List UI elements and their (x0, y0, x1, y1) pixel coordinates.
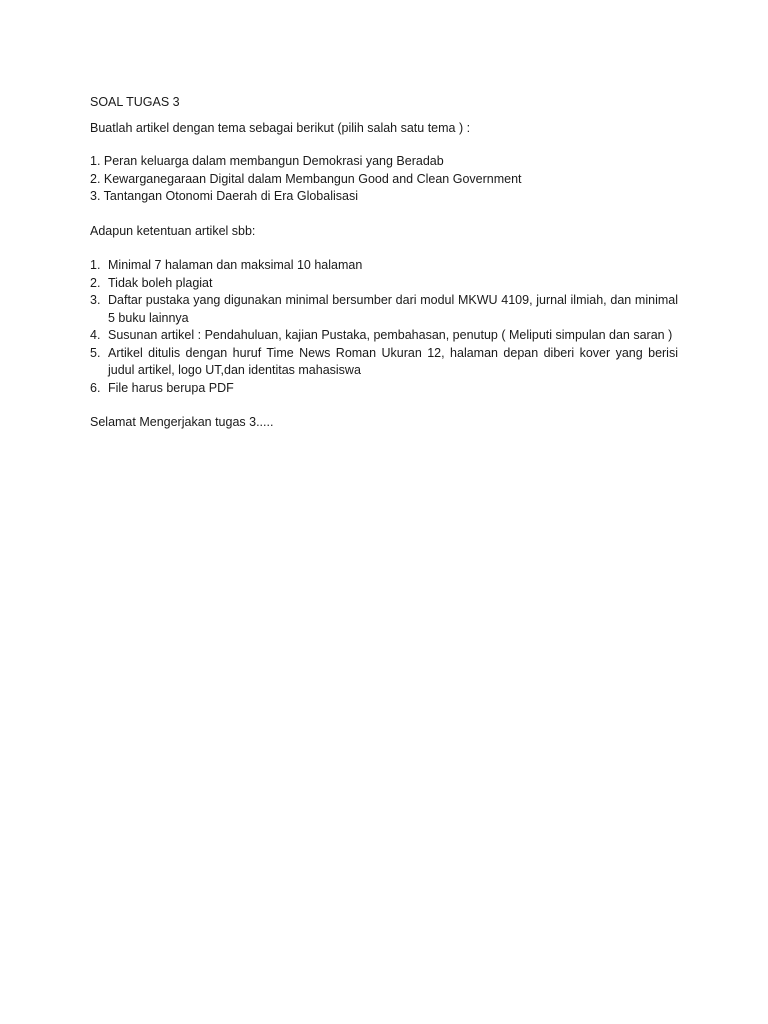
requirement-number: 2. (90, 275, 101, 290)
document-title: SOAL TUGAS 3 (90, 95, 180, 109)
theme-item: 1. Peran keluarga dalam membangun Demokrasi yang Beradab (90, 154, 444, 168)
requirement-number: 4. (90, 328, 101, 342)
requirement-number: 1. (90, 258, 101, 272)
requirement-number: 3. (90, 293, 101, 307)
theme-item: 2. Kewarganegaraan Digital dalam Membangun Good and Clean Government (90, 171, 522, 186)
requirement-text: File harus berupa PDF (108, 380, 234, 395)
requirements-list (90, 257, 678, 397)
document-page (90, 94, 678, 432)
requirement-item (90, 275, 678, 293)
closing-text: Selamat Mengerjakan tugas 3..... (90, 415, 274, 429)
theme-item: 3. Tantangan Otonomi Daerah di Era Globalisasi (90, 189, 358, 203)
requirement-text: Susunan artikel : Pendahuluan, kajian Pustaka, pembahasan, penutup ( Meliputi simpulan dan saran ) (108, 328, 673, 342)
requirement-item (90, 345, 678, 380)
requirement-item (90, 257, 678, 275)
requirement-item (90, 327, 678, 345)
requirement-item (90, 380, 678, 398)
requirement-text: Minimal 7 halaman dan maksimal 10 halaman (108, 258, 363, 272)
requirement-number: 5. (90, 345, 101, 360)
requirement-item (90, 292, 678, 327)
requirements-intro: Adapun ketentuan artikel sbb: (90, 223, 256, 238)
requirement-text: Daftar pustaka yang digunakan minimal bersumber dari modul MKWU 4109, jurnal ilmiah, dan minimal 5 buku lainnya (108, 293, 678, 325)
intro-paragraph: Buatlah artikel dengan tema sebagai berikut (pilih salah satu tema ) : (90, 120, 471, 135)
requirement-number: 6. (90, 380, 101, 395)
theme-list (90, 153, 678, 206)
requirement-text: Artikel ditulis dengan huruf Time News Roman Ukuran 12, halaman depan diberi kover yang berisi judul artikel, logo UT,dan identitas mahasiswa (108, 345, 678, 377)
requirement-text: Tidak boleh plagiat (108, 275, 213, 290)
